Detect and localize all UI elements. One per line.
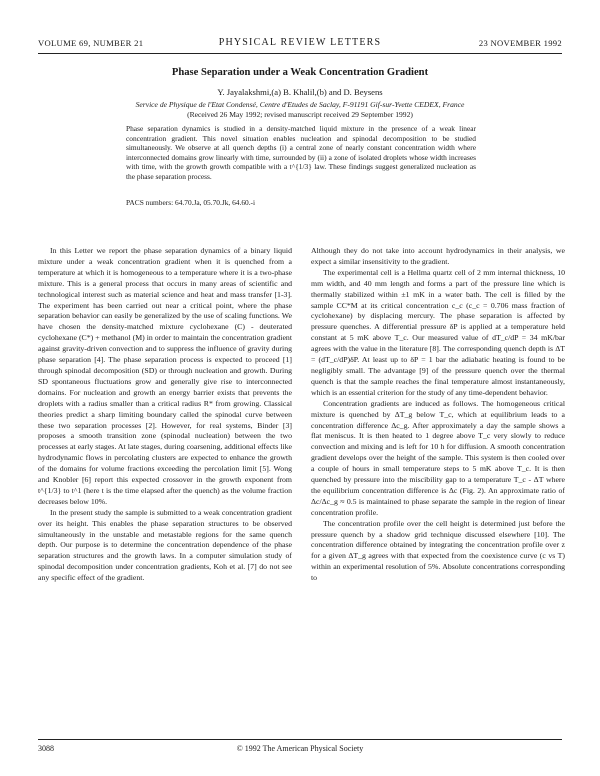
received-dates: (Received 26 May 1992; revised manuscript received 29 September 1992) (187, 110, 413, 119)
body-paragraph: Concentration gradients are induced as follows. The homogeneous critical mixture is quenched by ΔT_g below T_c, which at equilibrium leads to a concentration difference Δc_g. After approximately a day the sample shows a flat meniscus. It is then heated to 1 degree above T_c very slowly to reduce convection and mixing and is left for 10 h for diffusion. A smooth concentration gradient develops over the height of the sample. This system is then cooled over a couple of hours in small temperature steps to 5 mK above T_c. It is then quenched by pressure into the miscibility gap to a temperature T_c - ΔT where the equilibrium concentration difference is Δc (Fig. 2). An approximate ratio of Δc/Δc_g ≈ 0.5 is maintained to phase separate the sample in the region of linear concentration profile. (311, 398, 565, 517)
article-title: Phase Separation under a Weak Concentration Gradient (171, 67, 429, 78)
journal-name: PHYSICAL REVIEW LETTERS (218, 37, 382, 48)
body-paragraph: Although they do not take into account hydrodynamics in their analysis, we expect a similar insensitivity to the gradient. (311, 246, 565, 266)
right-column (311, 246, 565, 584)
abstract: Phase separation dynamics is studied in a density-matched liquid mixture in the presence of a weak linear concentration gradient. This novel situation enables nucleation and spinodal decomposition to be studied simultaneously. We observe at all quench depths (i) a central zone of nearly constant concentration width where interconnected domains grow linearly with time, surrounded by (ii) a zone of isolated droplets whose width increases with time, with the growth growth compatible with a t^{1/3} law. These findings suggest generalized nucleation as the phase separation process. (126, 124, 476, 181)
footer-rule (38, 739, 562, 740)
body-paragraph: The experimental cell is a Hellma quartz cell of 2 mm internal thickness, 10 mm width, and 40 mm length and forms a part of the pressure line which is thermally stabilized within ±1 mK in a water bath. The cell is filled by the sample CC*M at its critical concentration c_c (c_c = 0.706 mass fraction of cyclohexane) by displacing mercury. The phase separation is affected by pressure quenches. A differential pressure δP is applied at a temperature held constant at 5 mK above T_c. Our measured value of dT_c/dP = 34 mK/bar agrees with the value in the literature [8]. The corresponding quench depth is ΔT = (dT_c/dP)δP. At least up to δP = 1 bar the adiabatic heating is found to be negligibly small. The advantage [9] of the pressure quench over the thermal quench is that the sample reaches the final temperature almost instantaneously, which is an essential criterion for the study of any time-dependent behavior. (311, 267, 565, 397)
pacs-numbers: PACS numbers: 64.70.Ja, 05.70.Jk, 64.60.-i (126, 198, 256, 207)
header-rule (38, 53, 562, 54)
affiliation: Service de Physique de l'Etat Condensé, Centre d'Etudes de Saclay, F-91191 Gif-sur-Yvette CEDEX, France (135, 100, 465, 109)
body-paragraph: In this Letter we report the phase separation dynamics of a binary liquid mixture under a weak concentration gradient when it is quenched from a temperature at which it is homogeneous to a temperature where it is a two-phase mixture. This is a general process that occurs in many areas of scientific and technological interest such as material science and heat and mass transfer [1-3]. The experiment has been carried out near a critical point, where the phase separation behavior can easily be generalized by the use of scaling functions. We have chosen the density-matched mixture cyclohexane (C) - deuterated cyclohexane (C*) + methanol (M) in order to maintain the concentration gradient against gravity-driven convection and to suppress the influence of gravity during phase separation [4]. The phase separation process is expected to proceed [1] through spinodal decomposition (SD) or through nucleation and growth. During SD spontaneous fluctuations grow and generally give rise to interconnected domains. For nucleation and growth an energy barrier exists that prevents the droplets with a radius smaller than a critical radius R* from growing. Classical theories predict a sharp limiting boundary called the spinodal curve between these two separation processes [2]. However, for real systems, Binder [3] proposes a smooth transition zone (spinodal nucleation) between the two processes at early stages. At late stages, during coarsening, additional effects like hydrodynamic flows in percolating clusters are expected to enhance the growth of the domains for volume fractions exceeding the percolation limit [5]. Wong and Knobler [6] report this expected crossover in the growth exponent from t^{1/3} to t^1 (here t is the time elapsed after the quench) as the volume fraction decreases below 10%. (38, 246, 292, 506)
volume-number: VOLUME 69, NUMBER 21 (38, 38, 144, 48)
issue-date: 23 NOVEMBER 1992 (478, 38, 562, 48)
page-number: 3088 (38, 744, 54, 753)
left-column (38, 246, 292, 584)
body-paragraph: In the present study the sample is submitted to a weak concentration gradient over its height. This enables the phase separation structures to be observed simultaneously in the unstable and metastable regions for the same quench depth. Our purpose is to determine the concentration dependence of the phase separation structures and the growth laws. In a computer simulation study of spinodal decomposition under concentration gradients, Koh et al. [7] do not see any specific effect of the gradient. (38, 507, 292, 583)
page-footer (38, 744, 562, 756)
running-header (38, 38, 562, 52)
copyright-notice: © 1992 The American Physical Society (236, 744, 364, 753)
body-paragraph: The concentration profile over the cell height is determined just before the pressure quench by a shadow grid technique discussed elsewhere [10]. The concentration difference obtained by integrating the concentration profile over z for a given ΔT_g agrees with that expected from the coexistence curve (c vs T) within an experimental resolution of 5%. Absolute concentrations corresponding to (311, 518, 565, 583)
author-list: Y. Jayalakshmi,(a) B. Khalil,(b) and D. Beysens (217, 87, 383, 97)
